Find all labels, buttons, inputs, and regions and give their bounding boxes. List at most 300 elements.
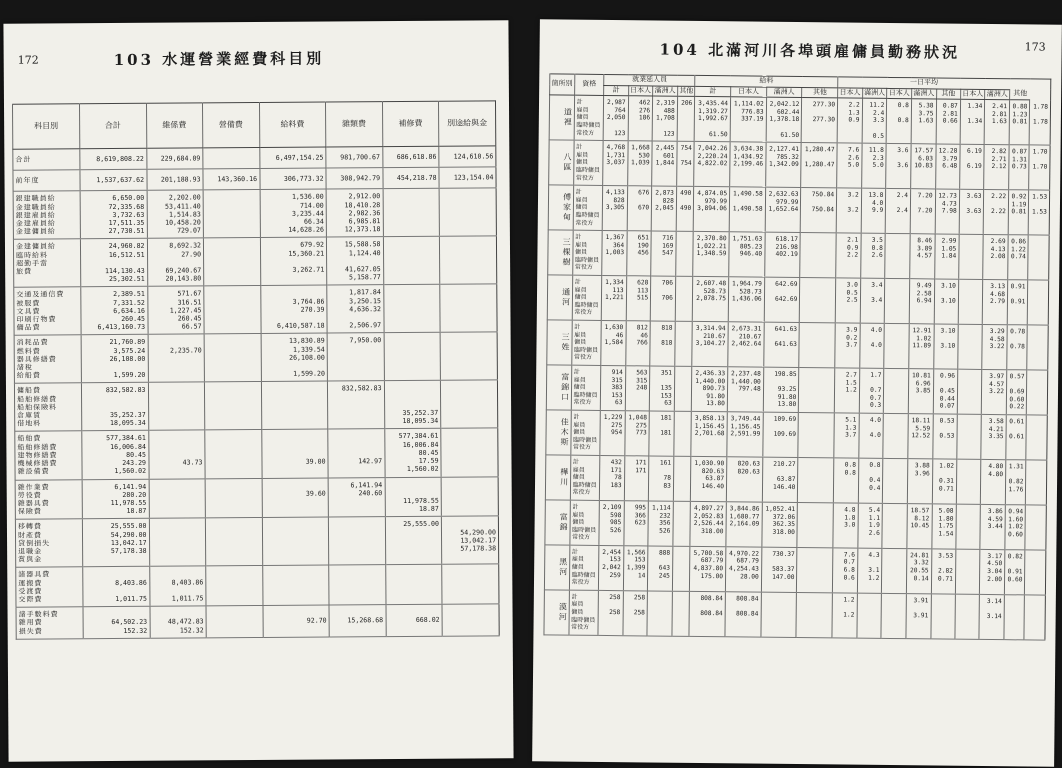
table-cell: 1,490.58 1,490.58	[729, 187, 765, 232]
table-cell: 277.30 277.30	[802, 98, 838, 143]
table-cell: 4.0 4.0	[859, 413, 884, 458]
table-row	[13, 188, 496, 239]
table-cell: 679.92 15,360.21 3,262.71	[260, 237, 327, 285]
table-cell: 2.99 1.05 1.84	[934, 234, 959, 279]
table-cell: 1,367 364 1,003	[602, 231, 627, 276]
table-cell: 730.37 583.37 147.00	[761, 547, 797, 592]
table-cell: 181 181	[649, 411, 674, 456]
col-role: 資格	[574, 74, 604, 95]
table-cell	[385, 565, 442, 605]
table-cell: 462 276 186	[628, 96, 653, 141]
table-row	[14, 284, 497, 335]
table-row	[546, 365, 1047, 415]
expense-col-header: 給料費	[259, 102, 326, 147]
table-cell: 3.0 0.5 2.5	[835, 278, 860, 323]
table-cell: 5.38 3.75 1.63	[911, 99, 936, 144]
table-cell: 1.2 1.2	[832, 593, 857, 638]
table-cell: 2,237.48 1,440.00 797.48	[727, 367, 763, 412]
table-cell: 1,668 530 1,039	[627, 141, 652, 186]
table-cell: 668.02	[386, 604, 443, 636]
table-cell: 1,536.00 714.00 3,235.44 66.34 14,628.26	[260, 189, 327, 237]
table-cell: 3.10 3.10	[934, 279, 959, 324]
table-cell	[955, 594, 980, 639]
table-cell: 142.97	[328, 429, 385, 477]
table-cell	[674, 366, 692, 411]
row-label: 交通及通信費 被服費 文具費 印刷行物費 傭品費	[14, 287, 81, 335]
table-cell: 3.4 3.4	[860, 278, 885, 323]
table-cell: 0.87 2.81 0.66	[936, 99, 961, 144]
table-cell	[957, 369, 982, 414]
table-cell	[383, 189, 440, 237]
left-page-title: 103 水運營業經費科目別	[113, 49, 325, 70]
table-cell: 0.94 1.60 1.02 0.60	[1005, 505, 1026, 550]
table-cell: 210.27 63.87 146.40	[762, 457, 798, 502]
table-cell: 2,319 488 1,708 123	[652, 96, 677, 141]
role-labels: 計 雇員 傭員 臨時傭員 常役方	[571, 365, 601, 410]
table-cell	[885, 278, 910, 323]
table-cell	[955, 549, 980, 594]
table-row	[545, 500, 1046, 550]
table-cell: 0.86 1.22 0.74	[1008, 235, 1029, 280]
table-cell	[800, 233, 836, 278]
table-cell: 161 78 83	[649, 456, 674, 501]
table-cell: 1,334 113 1,221	[602, 276, 627, 321]
table-cell: 306,773.32	[259, 168, 326, 190]
place-name: 八區	[549, 140, 574, 185]
table-cell	[203, 147, 260, 169]
table-cell	[798, 457, 834, 502]
table-cell: 3.2 3.2	[836, 188, 861, 233]
table-cell: 2.69 4.13 2.08	[983, 235, 1008, 280]
table-cell	[149, 478, 206, 518]
staff-col-header: 滿洲人	[766, 87, 802, 98]
table-cell: 351 135 153 63	[650, 366, 675, 411]
row-label: 前年度	[13, 170, 80, 192]
table-cell: 4,897.27 2,052.83 2,526.44 318.00	[690, 501, 726, 546]
expense-table-body	[13, 146, 499, 639]
table-cell: 1.31 0.82 1.76	[1005, 460, 1026, 505]
table-cell: 8,619,808.22	[80, 148, 147, 170]
table-cell	[1026, 460, 1047, 505]
table-cell: 124,610.56	[439, 146, 496, 168]
table-cell: 18.57 8.12 10.45	[907, 504, 932, 549]
expense-col-header: 合計	[79, 103, 146, 148]
table-cell	[384, 333, 441, 381]
table-cell	[1027, 370, 1048, 415]
table-cell: 3,764.86 270.39 6,410,587.18	[260, 285, 327, 333]
table-cell: 628 113 515	[626, 276, 651, 321]
table-cell: 577,384.61 16,006.84 80.45 243.29 1,560.02	[82, 431, 149, 479]
col-place: 箇所別	[550, 74, 575, 95]
staff-col-header: 滿洲人	[912, 88, 937, 99]
table-cell: 1,280.47 1,280.47	[801, 143, 837, 188]
left-page-number: 172	[17, 53, 39, 67]
table-cell: 2,445 601 1,844	[652, 141, 677, 186]
table-cell: 9.49 2.58 6.94	[909, 279, 934, 324]
table-cell: 812 46 766	[625, 321, 650, 366]
row-label: 消耗品費 燃料費 器具修繕費 諸稅 給船費	[14, 335, 81, 383]
expense-col-header: 雜類費	[326, 102, 383, 147]
table-row	[14, 380, 497, 431]
table-row	[548, 185, 1049, 235]
expense-col-header: 科目別	[12, 104, 79, 149]
table-cell: 1.70 1.70	[1029, 145, 1050, 190]
table-cell: 5.1 1.3 3.7	[834, 413, 859, 458]
table-cell: 2,873 828 2,045	[651, 186, 676, 231]
table-cell	[440, 380, 497, 428]
table-row	[549, 140, 1050, 190]
table-row	[544, 545, 1045, 595]
role-labels: 計 雇員 傭員 臨時傭員 常役方	[569, 545, 599, 590]
table-cell	[647, 591, 672, 636]
table-cell: 206	[677, 96, 695, 141]
table-cell	[884, 323, 909, 368]
table-cell	[441, 476, 498, 516]
table-cell: 2,042.12 602.44 1,378.18 61.50	[766, 97, 802, 142]
place-name: 道裡	[549, 95, 574, 140]
table-cell	[956, 504, 981, 549]
table-cell: 5,700.58 687.79 4,837.80 175.00	[690, 546, 726, 591]
table-cell: 2,109 598 985 526	[599, 500, 624, 545]
table-cell: 17.57 6.03 10.83	[911, 144, 936, 189]
table-cell: 3.6 3.6	[886, 144, 911, 189]
place-name: 三姓	[547, 320, 572, 365]
table-cell: 754 754	[677, 141, 695, 186]
table-cell: 818 818	[650, 321, 675, 366]
table-cell: 3.63 3.63	[959, 189, 984, 234]
expense-table	[12, 100, 500, 639]
table-cell: 1,114 232 356 526	[648, 501, 673, 546]
table-cell: 1.7 0.7 0.7 0.3	[859, 368, 884, 413]
row-label: 船舶費 船舶修繕費 建物修繕費 機械修繕費 雜設備費	[15, 431, 82, 479]
role-labels: 計 雇員 傭員 臨時傭員 常役方	[569, 590, 599, 635]
table-cell: 1,229 275 954	[600, 410, 625, 455]
table-row	[545, 455, 1046, 505]
table-cell	[441, 428, 498, 476]
table-cell: 2,436.33 1,440.00 890.73 91.80 13.80	[692, 366, 728, 411]
table-cell: 2.82 2.71 2.12	[984, 145, 1009, 190]
table-cell: 13,830.89 1,339.54 26,108.00 1,599.20	[261, 333, 328, 381]
table-cell: 3,844.86 1,680.77 2,164.09	[726, 502, 762, 547]
row-label: 傭船費 船舶修繕費 船舶保險料 倉庫賃 借地料	[14, 383, 81, 431]
table-cell: 3.9 0.2 3.7	[835, 323, 860, 368]
table-cell: 2,370.80 1,022.21 1,348.59	[693, 232, 729, 277]
table-cell	[383, 285, 440, 333]
expense-col-header: 營備費	[203, 102, 260, 147]
table-cell: 11,978.55 18.87	[385, 477, 442, 517]
table-cell: 4.80 4.80	[981, 459, 1006, 504]
row-label: 諸手數料費 雜用費 損失費	[16, 607, 83, 639]
table-cell: 3,858.13 1,156.45 2,701.68	[691, 411, 727, 456]
table-row	[15, 476, 498, 519]
table-cell: 1,114.02 776.83 337.19	[730, 97, 766, 142]
table-cell	[958, 279, 983, 324]
table-cell	[884, 368, 909, 413]
row-label: 諸器具費 運搬費 受渡費 交際費	[16, 567, 83, 607]
table-row	[546, 410, 1047, 460]
table-cell: 24.81 3.32 20.55 0.14	[906, 549, 931, 594]
staff-table	[543, 73, 1051, 640]
staff-col-header: 滿洲人	[653, 86, 678, 97]
table-cell: 0.96 0.45 0.44 0.07	[933, 369, 958, 414]
place-name: 傅家甸	[548, 185, 573, 230]
table-cell: 7,042.26 2,220.24 4,822.02	[694, 142, 730, 187]
role-labels: 計 雇員 傭員 臨時傭員 常役方	[573, 185, 603, 230]
table-cell: 25,555.00	[385, 517, 442, 565]
table-cell: 1.78 1.78	[1030, 100, 1051, 145]
table-cell: 6,141.94 280.20 11,978.55 18.87	[82, 479, 149, 519]
table-cell: 8,692.32 27.90 69,240.67 20,143.80	[147, 238, 204, 286]
table-cell: 35,252.37 18,095.34	[384, 381, 441, 429]
table-cell: 2,127.41 785.32 1,342.09	[765, 142, 801, 187]
table-cell	[958, 324, 983, 369]
right-page-number: 173	[1024, 40, 1046, 54]
table-cell	[204, 334, 261, 382]
place-name: 富錦	[545, 500, 570, 545]
table-cell	[206, 566, 263, 606]
table-cell	[1025, 550, 1046, 595]
table-cell: 3.13 4.68 2.79	[983, 280, 1008, 325]
table-cell	[204, 286, 261, 334]
staff-col-header: 計	[695, 86, 731, 97]
table-cell: 2,235.70	[148, 334, 205, 382]
expense-col-header: 別途給與金	[439, 101, 496, 146]
table-cell	[797, 502, 833, 547]
table-cell: 8.46 3.89 4.57	[910, 234, 935, 279]
table-cell: 642.69 642.69	[764, 277, 800, 322]
role-labels: 計 雇員 傭員 臨時傭員 常役方	[572, 230, 602, 275]
table-cell	[204, 382, 261, 430]
role-labels: 計 雇員 傭員 臨時傭員 常役方	[573, 140, 603, 185]
table-cell	[440, 332, 497, 380]
table-cell: 981,700.67	[326, 147, 383, 169]
table-cell: 0.61 0.61	[1006, 415, 1027, 460]
row-label: 移轉費 財產費 貸倒損失 退職金 賞與金	[15, 519, 82, 567]
table-cell: 3.88 3.96	[907, 459, 932, 504]
table-cell	[1004, 595, 1025, 640]
table-cell: 18.11 5.59 12.52	[908, 414, 933, 459]
table-cell: 3.97 4.57 3.22	[982, 369, 1007, 414]
role-labels: 計 雇員 傭員 臨時傭員 常役方	[570, 455, 600, 500]
table-cell: 1,964.79 528.73 1,436.06	[728, 277, 764, 322]
table-cell	[1024, 595, 1045, 640]
table-cell	[957, 414, 982, 459]
table-cell	[673, 501, 691, 546]
staff-col-header: 日本人	[960, 89, 985, 100]
table-cell: 1.02 0.31 0.71	[932, 459, 957, 504]
table-cell	[930, 594, 955, 639]
table-cell: 2,912.00 18,410.28 2,982.36 6,985.81 12,373.18	[326, 189, 383, 237]
table-cell: 4,133 828 3,305	[603, 186, 628, 231]
table-cell: 832,582.83 35,252.37 18,095.34	[81, 383, 148, 431]
table-cell: 12.91 1.02 11.89	[909, 324, 934, 369]
table-cell	[440, 284, 497, 332]
table-cell	[857, 593, 882, 638]
staff-col-header: 滿洲人	[985, 89, 1010, 100]
table-cell	[882, 548, 907, 593]
right-page-title: 104 北滿河川各埠頭雇傭員勤務狀況	[659, 40, 961, 62]
table-cell: 0.82 0.91 0.60	[1004, 550, 1025, 595]
table-row	[15, 428, 498, 479]
table-cell: 15,588.58 1,124.40 41,627.05 5,158.77	[326, 237, 383, 285]
table-cell: 13.8 4.0 9.9	[861, 188, 886, 233]
table-cell: 1.53 1.53	[1029, 190, 1050, 235]
table-cell: 3,749.44 1,156.45 2,591.99	[727, 412, 763, 457]
table-cell	[675, 321, 693, 366]
table-cell: 2.4 2.4	[885, 189, 910, 234]
table-cell: 651 190 456	[626, 231, 651, 276]
table-cell: 3.86 4.59 3.44	[980, 504, 1005, 549]
table-cell: 12.28 3.79 6.48	[935, 144, 960, 189]
table-cell	[203, 238, 260, 286]
table-cell: 6.19 6.19	[959, 144, 984, 189]
table-cell: 995 366 623	[624, 501, 649, 546]
table-cell: 914 315 383 153 63	[601, 365, 626, 410]
table-cell	[882, 503, 907, 548]
table-cell: 4.0 4.0	[859, 323, 884, 368]
table-row	[544, 590, 1045, 640]
table-cell: 54,290.00 13,042.17 57,178.38	[441, 516, 498, 564]
table-cell	[1027, 325, 1048, 370]
table-row	[16, 604, 499, 639]
table-cell	[439, 236, 496, 284]
table-cell	[1028, 235, 1049, 280]
table-cell: 2,389.51 7,331.52 6,634.16 260.45 6,413,160.73	[81, 287, 148, 335]
table-cell: 201,188.93	[146, 169, 203, 191]
table-cell: 3.17 4.50 3.04 2.00	[980, 549, 1005, 594]
table-cell: 171 171	[624, 456, 649, 501]
staff-col-header: 日本人	[731, 86, 767, 97]
table-cell	[799, 323, 835, 368]
table-cell: 716 169 547	[651, 231, 676, 276]
expense-col-header: 維係費	[146, 103, 203, 148]
table-cell: 1,817.84 3,250.15 4,636.32 2,506.97	[327, 285, 384, 333]
table-cell: 490 490	[676, 186, 694, 231]
table-cell: 888 643 245	[648, 546, 673, 591]
table-row	[547, 320, 1048, 370]
table-cell	[956, 459, 981, 504]
table-cell: 4.3 3.1 1.2	[857, 548, 882, 593]
table-cell	[205, 518, 262, 566]
table-cell: 4,768 1,731 3,037	[603, 141, 628, 186]
table-cell: 43.73	[148, 430, 205, 478]
group-daily-average: 一日平均	[838, 77, 1010, 89]
table-cell: 15,268.68	[329, 605, 386, 637]
table-cell: 571.67 316.51 1,227.45 260.45 66.57	[147, 286, 204, 334]
table-cell: 11.2 2.4 3.3 0.5	[862, 98, 887, 143]
table-cell: 8,403.86 1,011.75	[83, 567, 150, 607]
table-cell	[673, 456, 691, 501]
table-cell: 0.92 1.19 0.81	[1008, 190, 1029, 235]
row-label: 金建傭員給 臨時給料 超勤手當 旅費	[13, 239, 80, 287]
table-cell: 2,673.31 210.67 2,462.64	[728, 322, 764, 367]
table-cell: 2,987 764 2,050 123	[604, 96, 629, 141]
table-row	[547, 275, 1048, 325]
place-name: 黑河	[544, 545, 569, 590]
table-cell: 7,950.00	[327, 333, 384, 381]
table-cell: 0.88 1.23 0.81	[1009, 100, 1030, 145]
table-cell: 7.6 0.7 6.8 0.6	[833, 548, 858, 593]
table-cell: 3,435.44 1,319.27 1,992.67 61.50	[694, 97, 730, 142]
table-cell: 454,218.78	[382, 167, 439, 189]
place-name: 三棵樹	[548, 230, 573, 275]
table-cell: 3.10 3.10	[933, 324, 958, 369]
table-cell: 12.73 4.73 7.98	[935, 189, 960, 234]
table-cell: 39.00	[261, 430, 328, 478]
place-name: 漠河	[544, 590, 569, 635]
table-cell: 11.8 2.3 5.0	[861, 143, 886, 188]
table-cell	[881, 593, 906, 638]
table-cell: 0.8 0.8	[886, 99, 911, 144]
staff-col-header: 日本人	[628, 85, 653, 96]
table-cell: 64,502.23 152.32	[83, 606, 150, 638]
table-cell	[205, 478, 262, 518]
staff-col-header: 滿洲人	[862, 88, 887, 99]
table-cell: 1,566 153 1,399 14	[623, 546, 648, 591]
table-cell: 229,684.09	[146, 148, 203, 170]
table-cell: 10.81 6.96 3.85	[908, 369, 933, 414]
right-page	[532, 19, 1062, 766]
row-label: 雜作業費 勞役費 雜器具費 保險費	[15, 479, 82, 519]
table-cell: 676 670	[627, 186, 652, 231]
table-cell: 48,472.83 152.32	[150, 606, 207, 638]
role-labels: 計 雇員 傭員 臨時傭員 常役方	[574, 95, 604, 140]
table-cell: 7.6 2.6 5.0	[837, 143, 862, 188]
table-cell: 7.20 7.20	[910, 189, 935, 234]
role-labels: 計 雇員 傭員 臨時傭員 常役方	[570, 410, 600, 455]
table-cell: 8,403.86 1,011.75	[149, 566, 206, 606]
table-cell: 1,052.41 372.06 362.35 318.00	[762, 502, 798, 547]
left-page	[3, 20, 513, 762]
table-cell: 2.41 2.81 1.63	[985, 100, 1010, 145]
staff-col-header: 其他	[677, 86, 695, 97]
expense-table-header	[12, 101, 495, 149]
table-cell: 0.53 0.53	[932, 414, 957, 459]
table-cell: 3,634.38 1,434.92 2,199.46	[730, 142, 766, 187]
table-cell	[885, 234, 910, 279]
table-cell: 1,537,637.62	[80, 169, 147, 191]
role-labels: 計 雇員 傭員 臨時傭員 常役方	[570, 500, 600, 545]
table-cell: 258 258	[598, 590, 623, 635]
table-cell	[261, 381, 328, 429]
table-cell: 2,202.00 53,411.40 1,514.83 10,458.20 729.07	[147, 190, 204, 238]
table-cell	[203, 190, 260, 238]
table-cell	[383, 237, 440, 285]
table-cell: 618.17 216.98 402.19	[764, 232, 800, 277]
staff-col-header: 計	[604, 85, 628, 96]
table-cell: 25,555.00 54,290.00 13,042.17 57,178.38	[82, 519, 149, 567]
table-cell: 6,497,154.25	[259, 147, 326, 169]
staff-col-header: 日本人	[887, 88, 912, 99]
table-cell	[672, 591, 690, 636]
table-cell: 3.91 3.91	[906, 593, 931, 638]
table-cell	[442, 604, 499, 636]
table-cell	[796, 592, 832, 637]
table-cell: 577,384.61 16,006.84 80.45 17.59 1,560.02	[384, 429, 441, 477]
table-cell: 563 315 248	[625, 366, 650, 411]
table-cell: 2.22 2.22	[984, 190, 1009, 235]
table-cell: 3.5 0.8 2.6	[860, 233, 885, 278]
table-cell: 0.78 0.78	[1007, 325, 1028, 370]
table-cell: 21,760.89 3,575.24 26,108.00 1,599.20	[81, 335, 148, 383]
table-cell: 1.34 1.34	[960, 99, 985, 144]
table-cell: 0.8 0.8	[833, 458, 858, 503]
staff-col-header: 其他	[936, 89, 960, 100]
expense-col-header: 補修費	[382, 101, 439, 146]
row-label: 銀建職員給 金建職員給 銀建雇員給 金建雇員給 金建傭員給	[13, 191, 80, 239]
table-cell	[883, 458, 908, 503]
table-cell	[1028, 280, 1049, 325]
